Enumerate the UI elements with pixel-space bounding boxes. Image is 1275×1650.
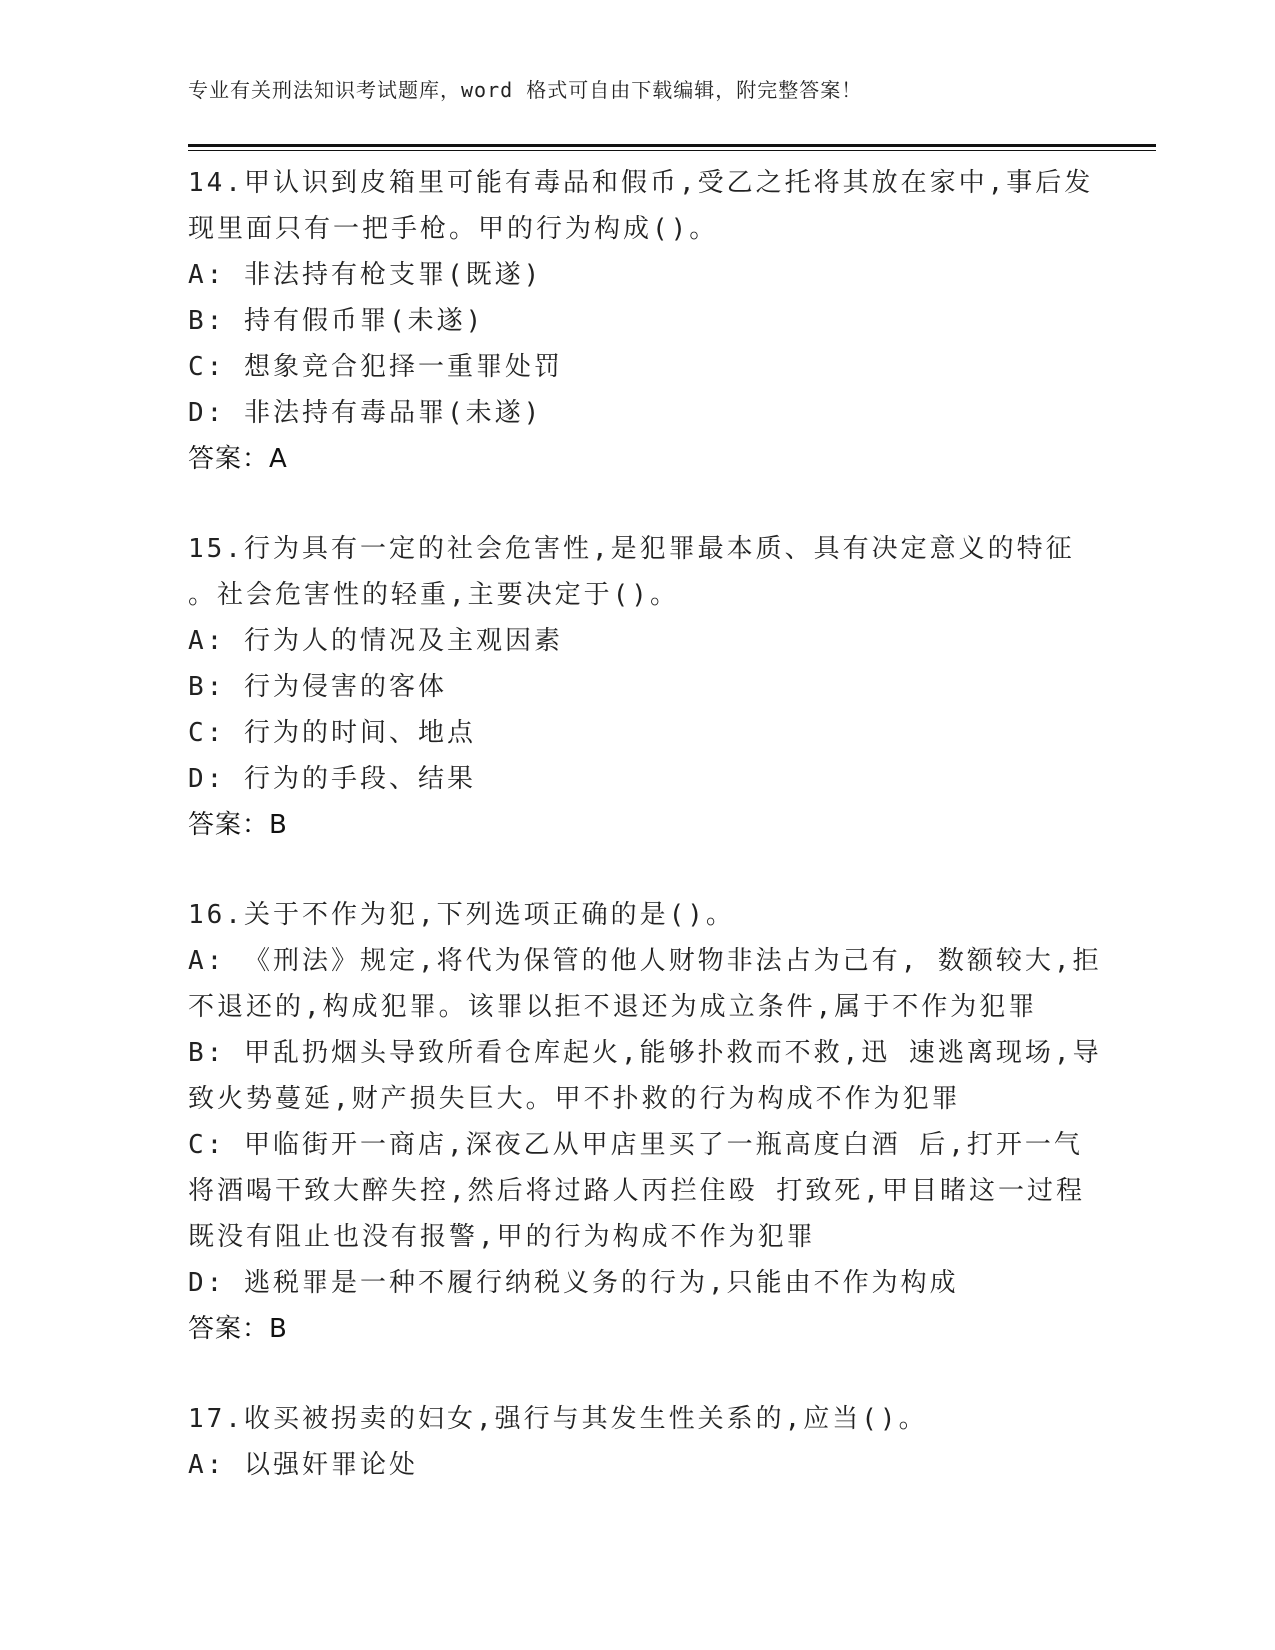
- question-stem: 15.行为具有一定的社会危害性,是犯罪最本质、具有决定意义的特征: [188, 534, 1075, 564]
- question-14: [188, 160, 1094, 482]
- answer-line: 答案：A: [188, 444, 288, 474]
- answer-line: 答案：B: [188, 1314, 288, 1344]
- question-16: [188, 892, 1102, 1352]
- option-c: C: 想象竞合犯择一重罪处罚: [188, 352, 563, 382]
- option-a: A: 行为人的情况及主观因素: [188, 626, 563, 656]
- question-stem: 14.甲认识到皮箱里可能有毒品和假币,受乙之托将其放在家中,事后发: [188, 168, 1094, 198]
- option-a: A: 非法持有枪支罪(既遂): [188, 260, 543, 290]
- option-c: C: 行为的时间、地点: [188, 718, 476, 748]
- option-c-continued: 既没有阻止也没有报警,甲的行为构成不作为犯罪: [188, 1222, 816, 1252]
- question-15: [188, 526, 1088, 848]
- option-c-continued: 将酒喝干致大醉失控,然后将过路人丙拦住殴 打致死,甲目睹这一过程: [188, 1176, 1085, 1206]
- question-17: [188, 1396, 1088, 1488]
- option-a-continued: 不退还的,构成犯罪。该罪以拒不退还为成立条件,属于不作为犯罪: [188, 992, 1038, 1022]
- option-b-continued: 致火势蔓延,财产损失巨大。甲不扑救的行为构成不作为犯罪: [188, 1084, 961, 1114]
- question-stem: 。社会危害性的轻重,主要决定于()。: [188, 580, 679, 610]
- answer-line: 答案：B: [188, 810, 288, 840]
- option-b: B: 甲乱扔烟头导致所看仓库起火,能够扑救而不救,迅 速逃离现场,导: [188, 1038, 1102, 1068]
- question-stem: 16.关于不作为犯,下列选项正确的是()。: [188, 900, 735, 930]
- option-d: D: 非法持有毒品罪(未遂): [188, 398, 543, 428]
- document-header: 专业有关刑法知识考试题库，word 格式可自由下载编辑，附完整答案！: [188, 78, 863, 102]
- question-stem: 现里面只有一把手枪。甲的行为构成()。: [188, 214, 719, 244]
- option-d: D: 行为的手段、结果: [188, 764, 476, 794]
- option-a: A: 以强奸罪论处: [188, 1450, 418, 1480]
- option-d: D: 逃税罪是一种不履行纳税义务的行为,只能由不作为构成: [188, 1268, 959, 1298]
- option-b: B: 持有假币罪(未遂): [188, 306, 485, 336]
- header-divider-thick: [188, 144, 1156, 147]
- header-divider-thin: [188, 150, 1156, 151]
- question-stem: 17.收买被拐卖的妇女,强行与其发生性关系的,应当()。: [188, 1404, 928, 1434]
- option-b: B: 行为侵害的客体: [188, 672, 447, 702]
- question-list: [188, 160, 1102, 1532]
- option-c: C: 甲临街开一商店,深夜乙从甲店里买了一瓶高度白酒 后,打开一气: [188, 1130, 1083, 1160]
- option-a: A: 《刑法》规定,将代为保管的他人财物非法占为己有, 数额较大,拒: [188, 946, 1102, 976]
